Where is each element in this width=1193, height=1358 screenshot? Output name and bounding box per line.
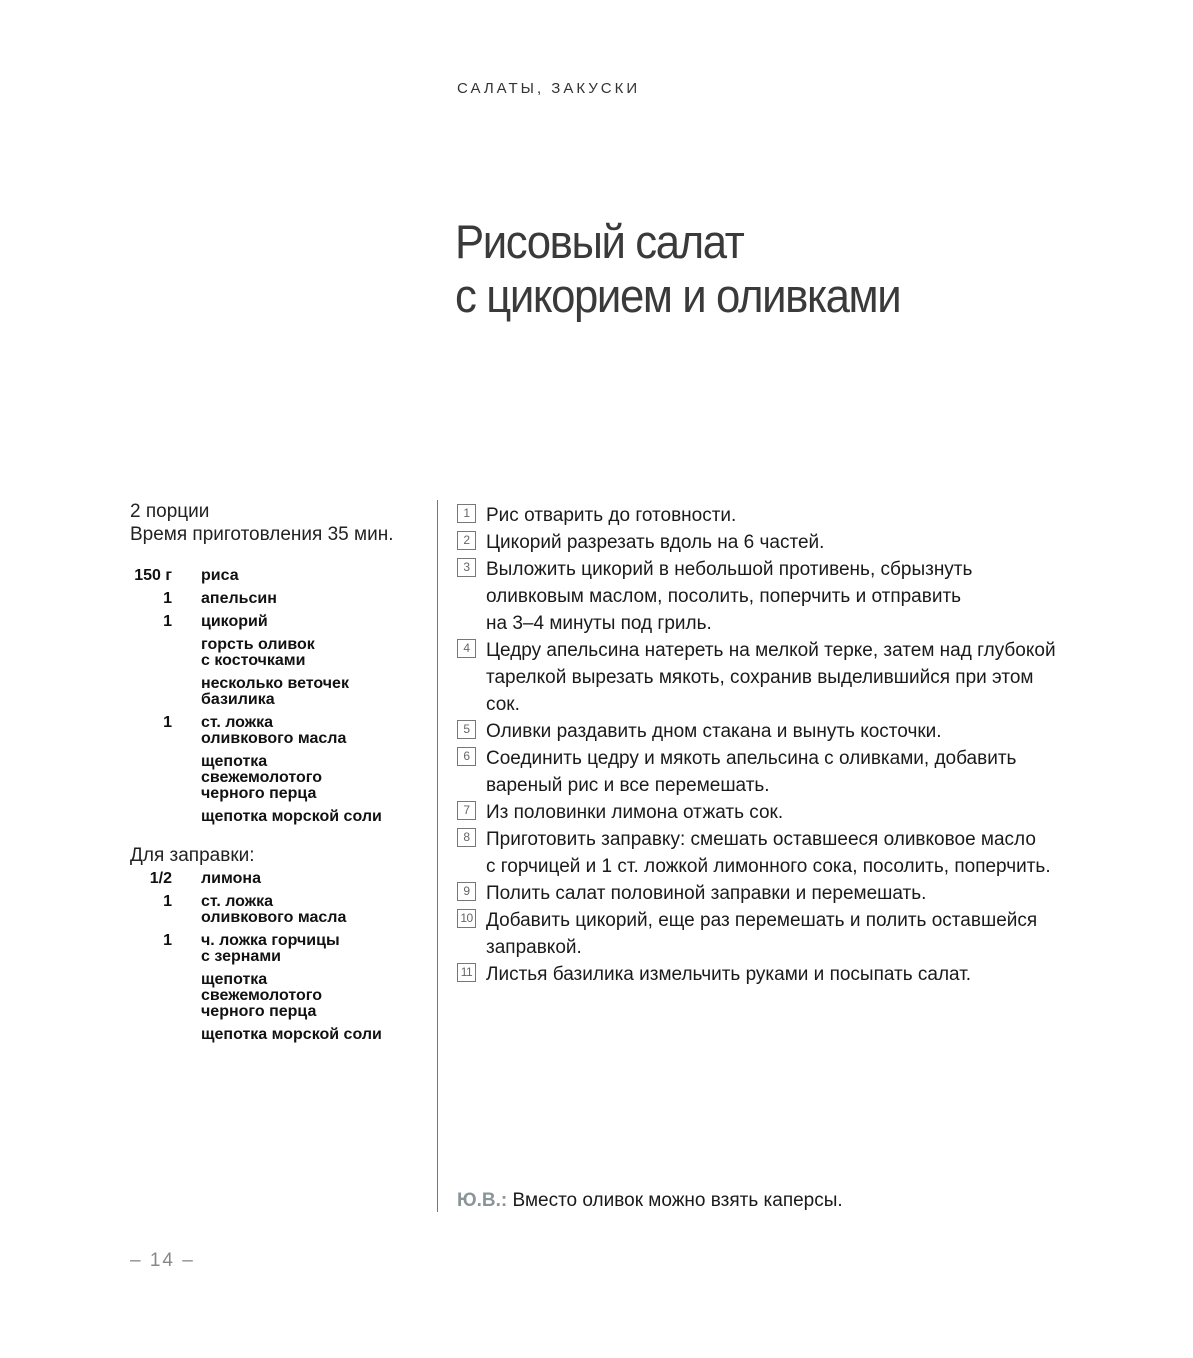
note-text: Вместо оливок можно взять каперсы. <box>512 1190 843 1211</box>
step-number-box: 3 <box>457 558 476 577</box>
step-number-box: 5 <box>457 720 476 739</box>
step-text: Приготовить заправку: смешать оставшееся оливковое масло с горчицей и 1 ст. ложкой лимонного сока, посолить, поперчить. <box>486 829 1051 877</box>
step-text: Рис отварить до готовности. <box>486 505 737 526</box>
ingredient-name: щепотка свежемолотого черного перца <box>201 971 322 1020</box>
ingredient-row <box>130 871 430 887</box>
step-item <box>457 745 1097 799</box>
step-number-box: 2 <box>457 531 476 550</box>
ingredient-row <box>130 568 430 584</box>
ingredient-qty: 1 <box>163 714 172 731</box>
step-item <box>457 529 1097 556</box>
step-text: Из половинки лимона отжать сок. <box>486 802 784 823</box>
ingredient-qty: 1 <box>163 613 172 630</box>
step-number-box: 9 <box>457 882 476 901</box>
dressing-list <box>130 871 430 1043</box>
ingredient-name: апельсин <box>201 590 277 607</box>
ingredient-row <box>130 894 430 926</box>
step-number-box: 6 <box>457 747 476 766</box>
page-number: – 14 – <box>130 1250 195 1271</box>
step-item <box>457 799 1097 826</box>
ingredient-row <box>130 637 430 669</box>
servings: 2 порции <box>130 501 210 522</box>
step-text: Соединить цедру и мякоть апельсина с оливками, добавить вареный рис и все перемешать. <box>486 748 1017 796</box>
ingredient-row <box>130 972 430 1020</box>
step-number-box: 4 <box>457 639 476 658</box>
ingredient-row <box>130 676 430 708</box>
ingredient-name: цикорий <box>201 613 268 630</box>
step-item <box>457 826 1097 880</box>
ingredient-qty: 1 <box>163 893 172 910</box>
step-item <box>457 556 1097 637</box>
ingredient-row <box>130 715 430 747</box>
step-item <box>457 880 1097 907</box>
step-text: Полить салат половиной заправки и перемешать. <box>486 883 927 904</box>
ingredient-qty: 1/2 <box>149 870 172 887</box>
section-header: САЛАТЫ, ЗАКУСКИ <box>457 80 641 97</box>
step-item <box>457 961 1097 988</box>
ingredient-name: щепотка морской соли <box>201 1026 382 1043</box>
step-item <box>457 718 1097 745</box>
ingredient-qty: 150 г <box>134 567 172 584</box>
step-text: Цикорий разрезать вдоль на 6 частей. <box>486 532 825 553</box>
step-number-box: 7 <box>457 801 476 820</box>
ingredient-row <box>130 591 430 607</box>
column-divider <box>437 500 438 1212</box>
ingredient-qty: 1 <box>163 932 172 949</box>
ingredients-column <box>130 500 430 1050</box>
ingredient-row <box>130 614 430 630</box>
step-number-box: 10 <box>457 909 476 928</box>
step-text: Выложить цикорий в небольшой противень, сбрызнуть оливковым маслом, посолить, поперчить и отправить на 3–4 минуты под гриль. <box>486 559 973 634</box>
ingredient-list <box>130 568 430 825</box>
ingredient-name: щепотка свежемолотого черного перца <box>201 753 322 802</box>
author-note <box>457 1190 843 1212</box>
step-text: Листья базилика измельчить руками и посыпать салат. <box>486 964 972 985</box>
ingredient-qty: 1 <box>163 590 172 607</box>
step-number-box: 1 <box>457 504 476 523</box>
note-author: Ю.В.: <box>457 1190 508 1211</box>
title-line: Рисовый салат <box>455 215 744 268</box>
ingredient-row <box>130 933 430 965</box>
step-item <box>457 637 1097 718</box>
ingredient-name: ч. ложка горчицы с зернами <box>201 932 340 965</box>
step-text: Добавить цикорий, еще раз перемешать и полить оставшейся заправкой. <box>486 910 1038 958</box>
ingredient-row <box>130 754 430 802</box>
prep-time: Время приготовления 35 мин. <box>130 524 394 545</box>
ingredient-name: горсть оливок с косточками <box>201 636 315 669</box>
step-number-box: 11 <box>457 963 476 982</box>
title-line: с цикорием и оливками <box>455 269 901 322</box>
step-item <box>457 907 1097 961</box>
step-text: Оливки раздавить дном стакана и вынуть косточки. <box>486 721 942 742</box>
ingredient-name: риса <box>201 567 239 584</box>
ingredient-name: лимона <box>201 870 261 887</box>
ingredient-name: несколько веточек базилика <box>201 675 349 708</box>
step-text: Цедру апельсина натереть на мелкой терке, затем над глубокой тарелкой вырезать мякоть, сохранив выделившийся при этом сок. <box>486 640 1056 715</box>
ingredient-name: ст. ложка оливкового масла <box>201 714 347 747</box>
dressing-label: Для заправки: <box>130 845 255 866</box>
steps-list <box>457 502 1097 988</box>
step-number-box: 8 <box>457 828 476 847</box>
ingredient-row <box>130 1027 430 1043</box>
step-item <box>457 502 1097 529</box>
ingredient-row <box>130 809 430 825</box>
ingredient-name: щепотка морской соли <box>201 808 382 825</box>
recipe-title <box>455 215 900 323</box>
ingredient-name: ст. ложка оливкового масла <box>201 893 347 926</box>
